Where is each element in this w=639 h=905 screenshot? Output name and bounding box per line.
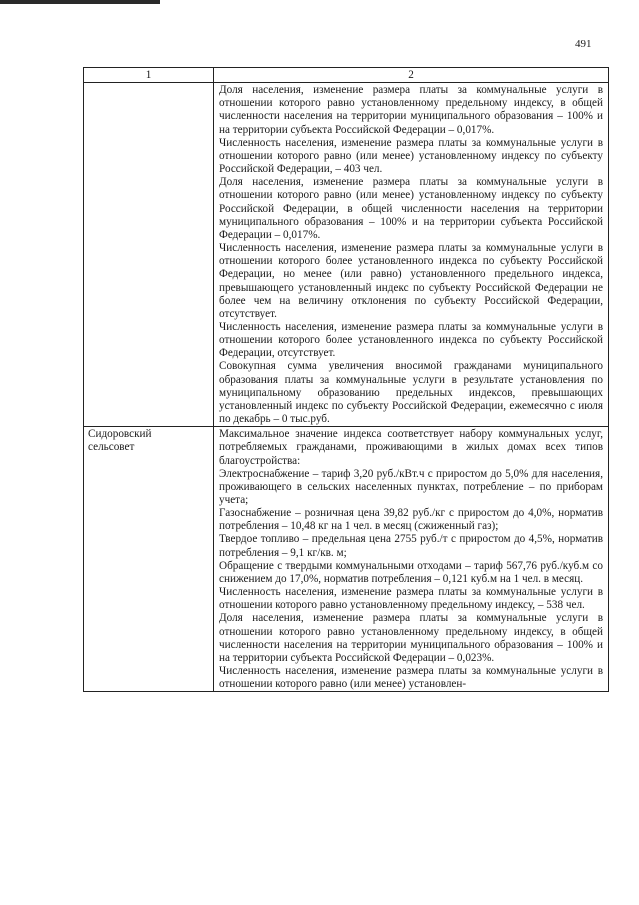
paragraph: Доля населения, изменение размера платы за коммунальные услуги в отношении которого равно установленному предельному индексу, в общей численности населения на территории муниципального образования – 100% и на территории субъекта Российской Федерации – 0,017%. — [219, 84, 603, 136]
column-header-1: 1 — [84, 68, 214, 83]
table-header-row — [84, 68, 609, 83]
paragraph: Максимальное значение индекса соответствует набору коммунальных услуг, потребляемых гражданами, проживающими в жилых домах всех типов благоустройства: — [219, 428, 603, 467]
table-row — [84, 427, 609, 692]
municipality-name-line: Сидоровский — [88, 428, 152, 441]
paragraph: Электроснабжение – тариф 3,20 руб./кВт.ч с приростом до 5,0% для населения, проживающего в сельских населенных пунктах, потребление – по приборам учета; — [219, 467, 603, 506]
paragraph: Совокупная сумма увеличения вносимой гражданами муниципального образования платы за коммунальные услуги в результате установления по муниципальному образованию предельных индексов, превышающих установленный индекс по субъекту Российской Федерации, ежемесячно с июля по декабрь – 0 тыс.руб. — [219, 360, 603, 426]
paragraph: Численность населения, изменение размера платы за коммунальные услуги в отношении которого более установленного индекса по субъекту Российской Федерации, но менее (или равно) установленного предельного индекса, превышающего установленный индекс по субъекту Российской Федерации не более чем на величину отклонения по субъекту Российской Федерации, отсутствует. — [219, 242, 603, 320]
municipality-name-cell — [84, 83, 214, 427]
paragraph: Численность населения, изменение размера платы за коммунальные услуги в отношении которого равно установленному предельному индексу, – 538 чел. — [219, 586, 603, 612]
scan-corner-mark — [0, 0, 160, 4]
column-header-2: 2 — [214, 68, 609, 83]
paragraph: Численность населения, изменение размера платы за коммунальные услуги в отношении которого равно (или менее) установлен- — [219, 665, 603, 691]
table-row — [84, 83, 609, 427]
paragraph: Численность населения, изменение размера платы за коммунальные услуги в отношении которого более установленного индекса по субъекту Российской Федерации, отсутствует. — [219, 320, 603, 360]
paragraph: Обращение с твердыми коммунальными отходами – тариф 567,76 руб./куб.м со снижением до 17,0%, норматив потребления – 0,121 куб.м на 1 чел. в месяц. — [219, 559, 603, 585]
municipality-name-line: сельсовет — [88, 441, 135, 454]
description-cell — [214, 427, 609, 692]
paragraph: Доля населения, изменение размера платы за коммунальные услуги в отношении которого равно (или менее) установленному индексу по субъекту Российской Федерации, в общей численности населения на территории муниципального образования – 100% и на территории субъекта Российской Федерации – 0,017%. — [219, 176, 603, 241]
page-number: 491 — [575, 38, 592, 50]
paragraph: Доля населения, изменение размера платы за коммунальные услуги в отношении которого равно установленному предельному индексу, в общей численности населения на территории муниципального образования – 100% и на территории субъекта Российской Федерации – 0,023%. — [219, 612, 603, 664]
paragraph: Твердое топливо – предельная цена 2755 руб./т с приростом до 4,5%, норматив потребления – 9,1 кг/кв. м; — [219, 533, 603, 559]
description-cell — [214, 83, 609, 427]
paragraph: Численность населения, изменение размера платы за коммунальные услуги в отношении которого равно (или менее) установленному индексу по субъекту Российской Федерации, – 403 чел. — [219, 136, 603, 176]
paragraph: Газоснабжение – розничная цена 39,82 руб./кг с приростом до 4,0%, норматив потребления – 10,48 кг на 1 чел. в месяц (сжиженный газ); — [219, 507, 603, 533]
municipal-index-table — [83, 67, 609, 692]
municipality-name-cell — [84, 427, 214, 692]
